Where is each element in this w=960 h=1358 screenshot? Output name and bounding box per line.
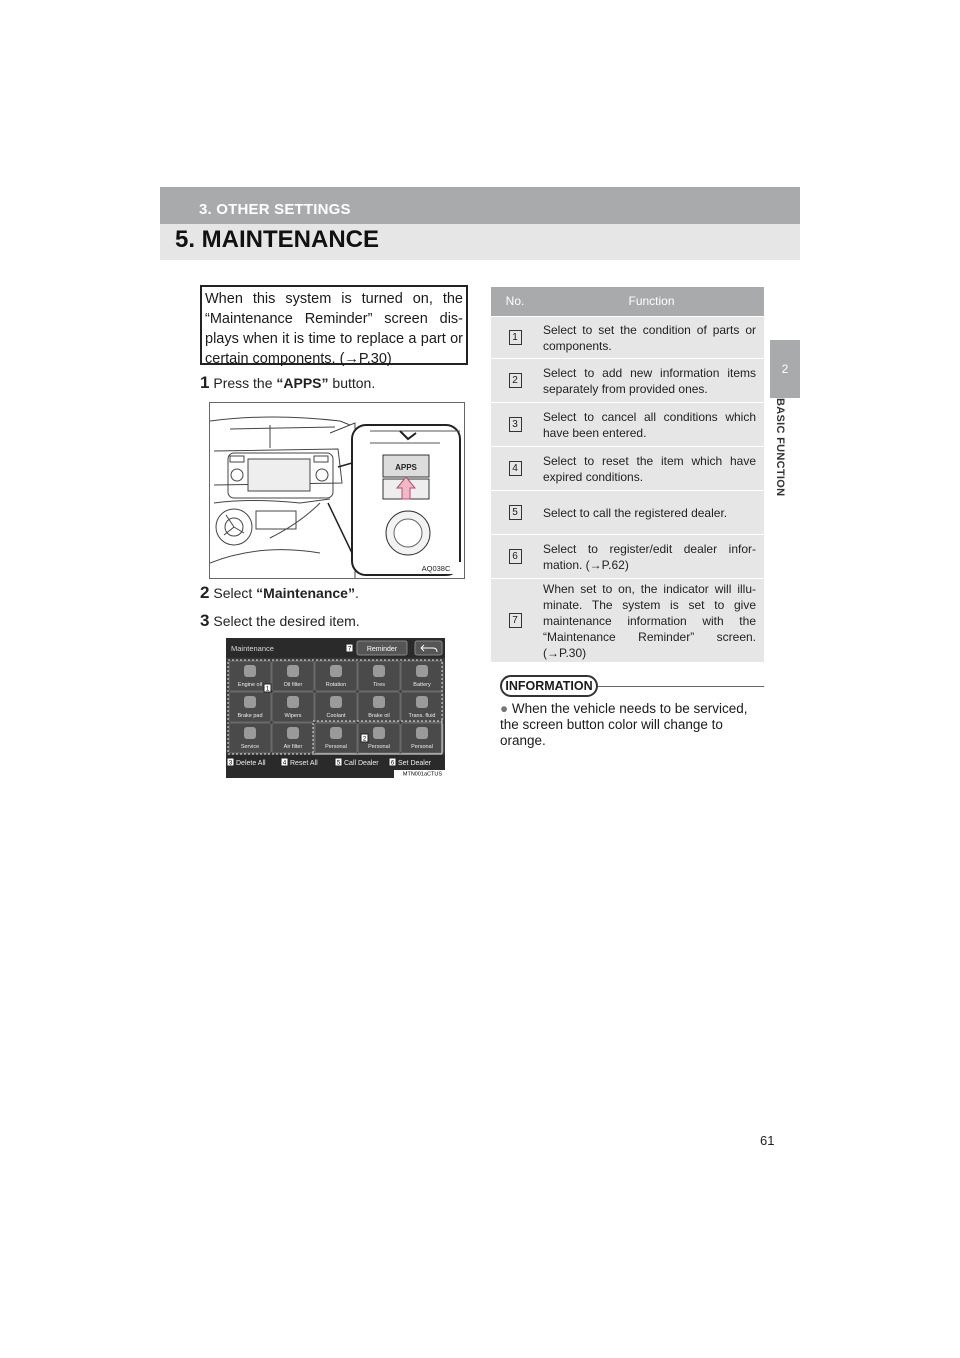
tile-label: Air filter (283, 744, 303, 750)
tile-label: Brake pad (237, 713, 263, 719)
tile-label: Personal (325, 744, 347, 750)
bottom-button-label: Reset All (290, 760, 318, 767)
callout-number: 5 (336, 760, 341, 767)
dashboard-illustration (209, 402, 465, 579)
row-number-cell (491, 447, 539, 490)
callout-number: 3 (228, 760, 233, 767)
table-row (491, 402, 764, 446)
tile-label: Trans. fluid (408, 713, 436, 719)
table-header (491, 287, 764, 316)
tile-icon (416, 696, 428, 708)
row-number: 3 (509, 417, 522, 432)
row-number-cell (491, 317, 539, 358)
screen-tile (401, 723, 443, 753)
table-row (491, 358, 764, 402)
section-title: 3. OTHER SETTINGS (199, 201, 351, 218)
maintenance-screen-illustration (226, 638, 445, 778)
row-number: 4 (509, 461, 522, 476)
screen-tile (315, 661, 357, 691)
row-function: Select to cancel all conditions which have been entered. (543, 409, 756, 440)
tile-label: Engine oil (237, 682, 263, 688)
information-label: INFORMATION (500, 675, 598, 697)
step-keyword: “Maintenance” (256, 585, 355, 601)
bottom-button-label: Delete All (236, 760, 266, 767)
step-text-end: . (354, 585, 359, 601)
page-number: 61 (760, 1133, 775, 1148)
tile-icon (287, 696, 299, 708)
chapter-tab-label (772, 398, 796, 508)
row-number-cell (491, 491, 539, 534)
tile-icon (416, 727, 428, 739)
callout-7: 7 (347, 646, 352, 653)
chapter-tab-text: BASIC FUNCTION (774, 398, 786, 497)
callout-number: 6 (390, 760, 395, 767)
figure-code: MTN001aCTUS (402, 771, 442, 778)
function-table (491, 287, 764, 662)
apps-button-label: APPS (395, 463, 417, 472)
tile-icon (416, 665, 428, 677)
screen-bottom-button (335, 758, 379, 767)
bottom-button-label: Set Dealer (398, 760, 432, 767)
tile-icon (330, 665, 342, 677)
tile-icon (287, 665, 299, 677)
row-number-cell (491, 359, 539, 402)
step-text: Select the desired item. (213, 613, 360, 629)
reminder-button: Reminder (366, 646, 398, 653)
tile-icon (373, 665, 385, 677)
row-number: 1 (509, 330, 522, 345)
header-function: Function (628, 294, 675, 308)
row-number-cell (491, 403, 539, 446)
callout-number: 4 (282, 760, 287, 767)
information-body: When the vehicle needs to be serviced, the screen button color will change to orange. (500, 701, 748, 748)
screen-tile (358, 661, 400, 691)
tile-label: Tires (372, 682, 386, 688)
tile-label: Battery (413, 682, 431, 688)
callout-1: 1 (265, 686, 270, 693)
callout-2: 2 (362, 736, 367, 743)
screen-tile (229, 723, 271, 753)
information-rule (598, 686, 764, 687)
step-number: 2 (200, 583, 210, 602)
step-number: 3 (200, 611, 210, 630)
table-row (491, 490, 764, 534)
step-2 (200, 583, 359, 603)
table-row (491, 534, 764, 578)
screen-bottom-button (281, 758, 318, 767)
row-number-cell (491, 579, 539, 662)
step-text-end: button. (328, 375, 376, 391)
tile-icon (244, 696, 256, 708)
tile-icon (287, 727, 299, 739)
tile-label: Coolant (326, 713, 346, 719)
tile-icon (244, 665, 256, 677)
tile-label: Personal (368, 744, 390, 750)
screen-tile (315, 723, 357, 753)
row-number: 7 (509, 613, 522, 628)
tile-icon (373, 696, 385, 708)
table-row (491, 316, 764, 358)
screen-tile (401, 692, 443, 722)
step-text: Press the (213, 375, 277, 391)
row-function: Select to add new information items separately from provided ones. (543, 365, 756, 396)
screen-tile (272, 661, 314, 691)
page-title: 5. MAINTENANCE (175, 226, 380, 253)
tile-label: Personal (411, 744, 433, 750)
tile-icon (373, 727, 385, 739)
row-number: 5 (509, 505, 522, 520)
screen-tile (401, 661, 443, 691)
information-text (500, 701, 764, 749)
screen-tile (272, 692, 314, 722)
row-number: 6 (509, 549, 522, 564)
step-keyword: “APPS” (276, 375, 329, 391)
row-function: Select to set the condition of parts or components. (543, 322, 756, 353)
tile-label: Wipers (284, 713, 302, 719)
tile-label: Brake oil (368, 713, 390, 719)
bullet-icon: ● (500, 701, 509, 716)
screen-title: Maintenance (231, 644, 274, 653)
step-3 (200, 611, 360, 631)
figure-code: AQ038C (421, 564, 451, 573)
screen-tile (229, 692, 271, 722)
intro-box: When this system is turned on, the “Maintenance Reminder” screen dis-plays when it is time to replace a part or certain components. (→P.30) (200, 285, 468, 365)
tile-label: Service (240, 744, 260, 750)
step-number: 1 (200, 373, 210, 392)
screen-tile (358, 692, 400, 722)
row-function: Select to reset the item which have expired conditions. (543, 453, 756, 484)
step-1 (200, 373, 375, 393)
row-function: Select to register/edit dealer infor-mation. (→P.62) (543, 541, 756, 572)
screen-bottom-button (227, 758, 266, 767)
row-function: Select to call the registered dealer. (543, 505, 728, 520)
tile-icon (330, 727, 342, 739)
chapter-tab-number: 2 (770, 340, 800, 398)
screen-tile (272, 723, 314, 753)
tile-icon (244, 727, 256, 739)
row-number-cell (491, 535, 539, 578)
step-text: Select (213, 585, 257, 601)
screen-tile (315, 692, 357, 722)
table-row (491, 446, 764, 490)
table-row (491, 578, 764, 662)
tile-label: Rotation (325, 682, 347, 688)
tile-label: Oil filter (283, 682, 303, 688)
row-number: 2 (509, 373, 522, 388)
tile-icon (330, 696, 342, 708)
bottom-button-label: Call Dealer (344, 760, 379, 767)
screen-bottom-button (389, 758, 432, 767)
header-no: No. (505, 294, 525, 308)
row-function: When set to on, the indicator will illu-minate. The system is set to give maintenance information with the “Maintenance Reminder” screen. (→P.30) (543, 581, 756, 660)
